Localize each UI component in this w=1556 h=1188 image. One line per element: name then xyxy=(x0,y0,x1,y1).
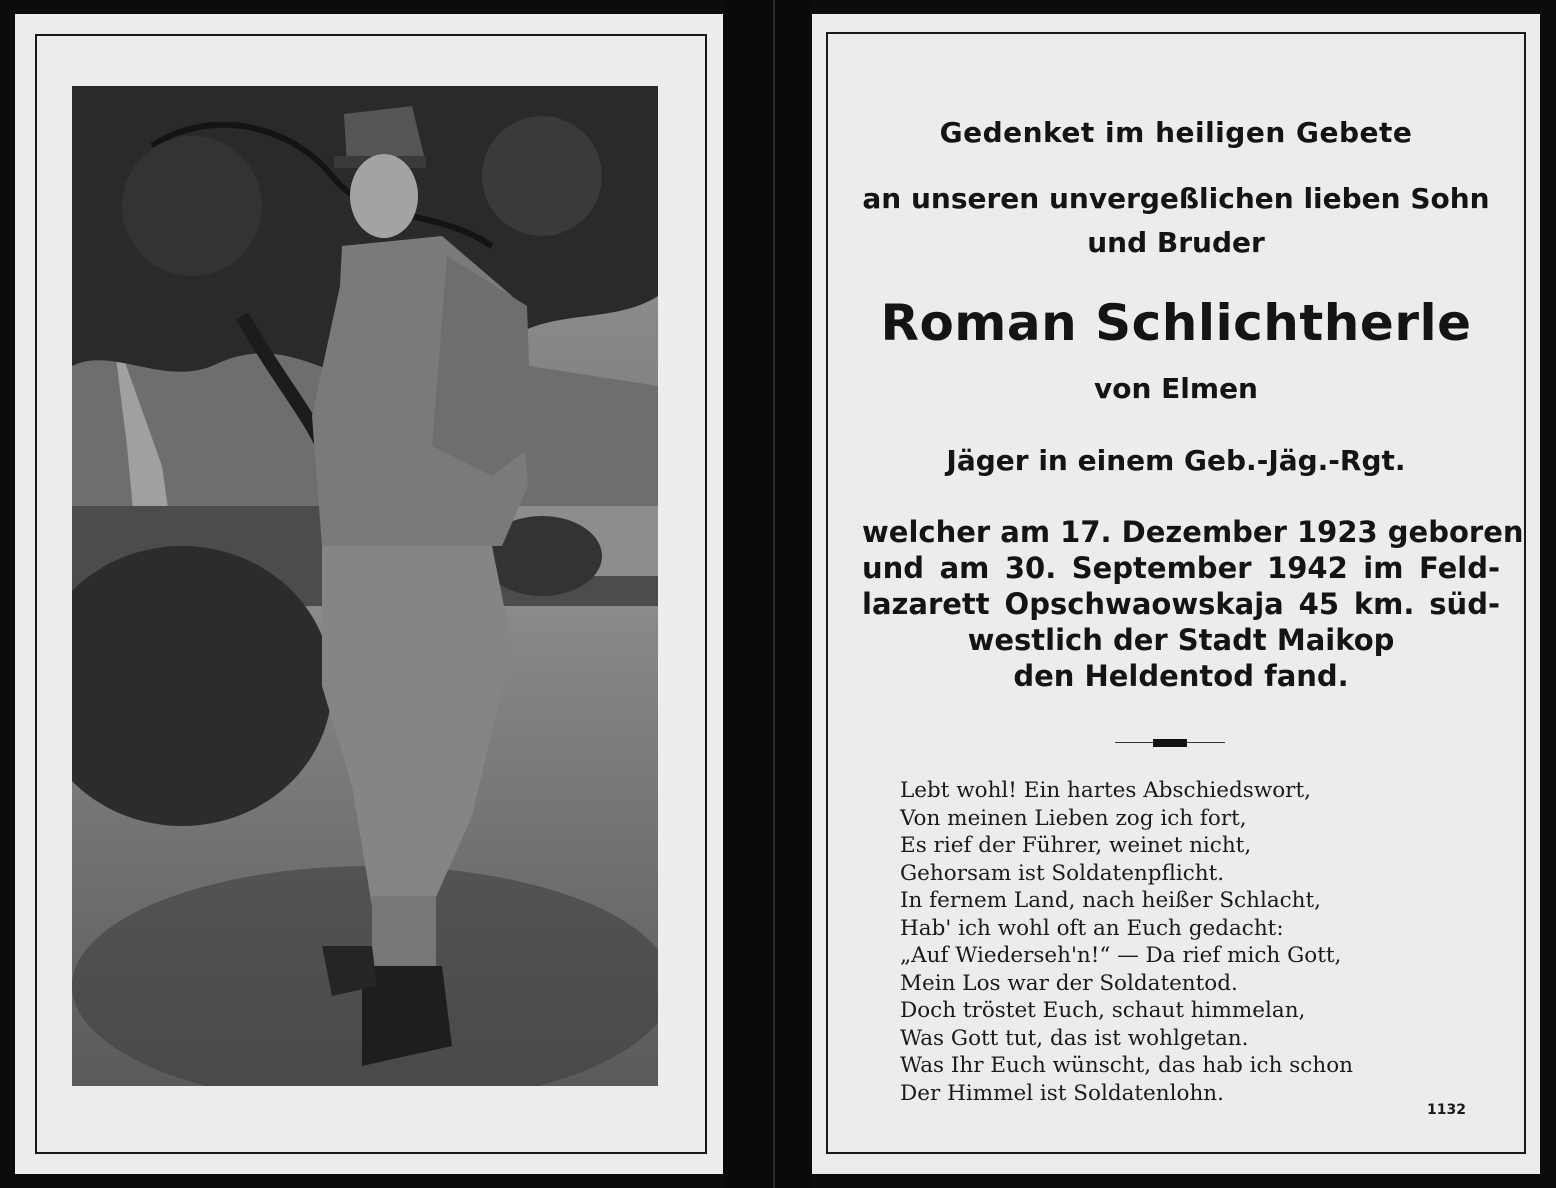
rank-line: Jäger in einem Geb.-Jäg.-Rgt. xyxy=(946,444,1406,477)
bio-line: welcher am 17. Dezember 1923 geboren xyxy=(862,515,1524,549)
poem-line: Von meinen Lieben zog ich fort, xyxy=(900,805,1247,831)
fold-crease xyxy=(773,0,775,1188)
poem-line: „Auf Wiederseh'n!“ — Da rief mich Gott, xyxy=(900,943,1342,968)
bio-line: lazarett Opschwaowskaja 45 km. süd- xyxy=(862,587,1500,621)
photo-card xyxy=(15,14,723,1174)
origin-line: von Elmen xyxy=(1094,372,1258,405)
biography-text xyxy=(862,514,1524,694)
poem-line: Es rief der Führer, weinet nicht, xyxy=(900,833,1252,858)
relation-line-1: an unseren unvergeßlichen lieben Sohn xyxy=(862,182,1490,215)
poem-line: Doch tröstet Euch, schaut himmelan, xyxy=(900,998,1306,1023)
poem-line: Was Gott tut, das ist wohlgetan. xyxy=(900,1025,1249,1051)
poem xyxy=(900,777,1460,1107)
poem-line: Gehorsam ist Soldatenpflicht. xyxy=(900,860,1225,886)
card-fold-spine xyxy=(723,0,813,1188)
poem-line: In fernem Land, nach heißer Schlacht, xyxy=(900,888,1322,913)
poem-line: Lebt wohl! Ein hartes Abschiedswort, xyxy=(900,778,1311,803)
relation-line-2: und Bruder xyxy=(1087,226,1265,259)
memorial-text-card xyxy=(812,14,1540,1174)
bio-line: westlich der Stadt Maikop xyxy=(967,623,1395,657)
poem-line: Hab' ich wohl oft an Euch gedacht: xyxy=(900,915,1284,941)
soldier-photo xyxy=(72,86,658,1086)
deceased-name: Roman Schlichtherle xyxy=(880,294,1472,352)
bio-line: und am 30. September 1942 im Feld- xyxy=(862,551,1500,585)
ornament-divider xyxy=(1115,738,1225,748)
bio-line: den Heldentod fand. xyxy=(1013,659,1349,693)
print-number: 1132 xyxy=(1427,1102,1466,1118)
poem-line: Der Himmel ist Soldatenlohn. xyxy=(900,1080,1224,1106)
poem-line: Was Ihr Euch wünscht, das hab ich schon xyxy=(900,1053,1353,1078)
poem-line: Mein Los war der Soldatentod. xyxy=(900,970,1238,996)
intro-line: Gedenket im heiligen Gebete xyxy=(939,116,1413,149)
